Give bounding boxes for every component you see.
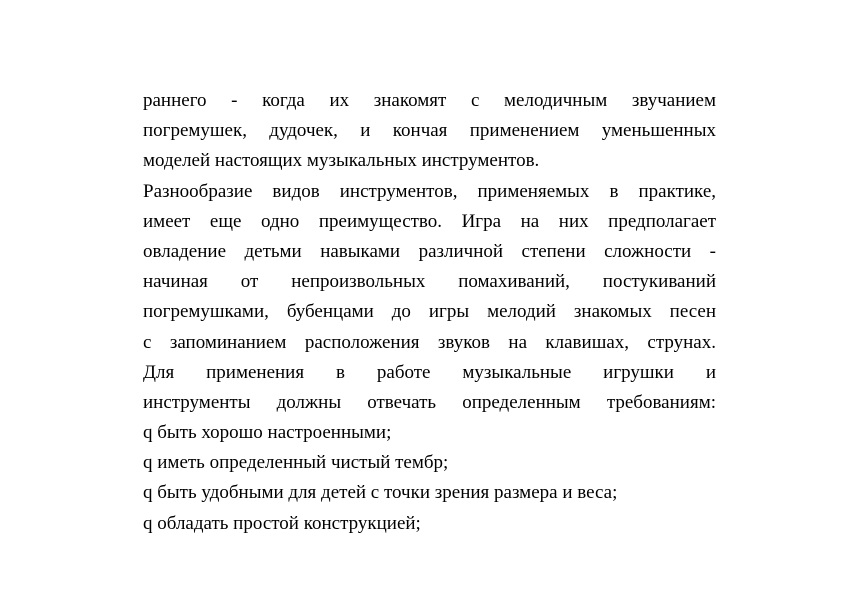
text-line: начиная от непроизвольных помахиваний, постукиваний	[143, 271, 716, 293]
list-item: q обладать простой конструкцией;	[143, 512, 421, 534]
text-line: раннего - когда их знакомят с мелодичным звучанием	[143, 90, 716, 111]
text-line: моделей настоящих музыкальных инструментов.	[143, 150, 540, 172]
text-line: погремушек, дудочек, и кончая применением уменьшенных	[143, 120, 716, 142]
body-text	[143, 86, 716, 539]
list-item: q иметь определенный чистый тембр;	[143, 452, 449, 474]
text-line: овладение детьми навыками различной степени сложности -	[143, 240, 716, 262]
text-line: с запоминанием расположения звуков на клавишах, струнах.	[143, 331, 716, 353]
text-line: имеет еще одно преимущество. Игра на них предполагает	[143, 210, 716, 232]
text-line: Для применения в работе музыкальные игрушки и	[143, 361, 716, 383]
text-line: Разнообразие видов инструментов, применяемых в практике,	[143, 180, 716, 202]
text-line: погремушками, бубенцами до игры мелодий знакомых песен	[143, 301, 716, 323]
text-line: инструменты должны отвечать определенным требованиям:	[143, 391, 716, 413]
list-item: q быть удобными для детей с точки зрения размера и веса;	[143, 482, 618, 504]
list-item: q быть хорошо настроенными;	[143, 422, 392, 444]
